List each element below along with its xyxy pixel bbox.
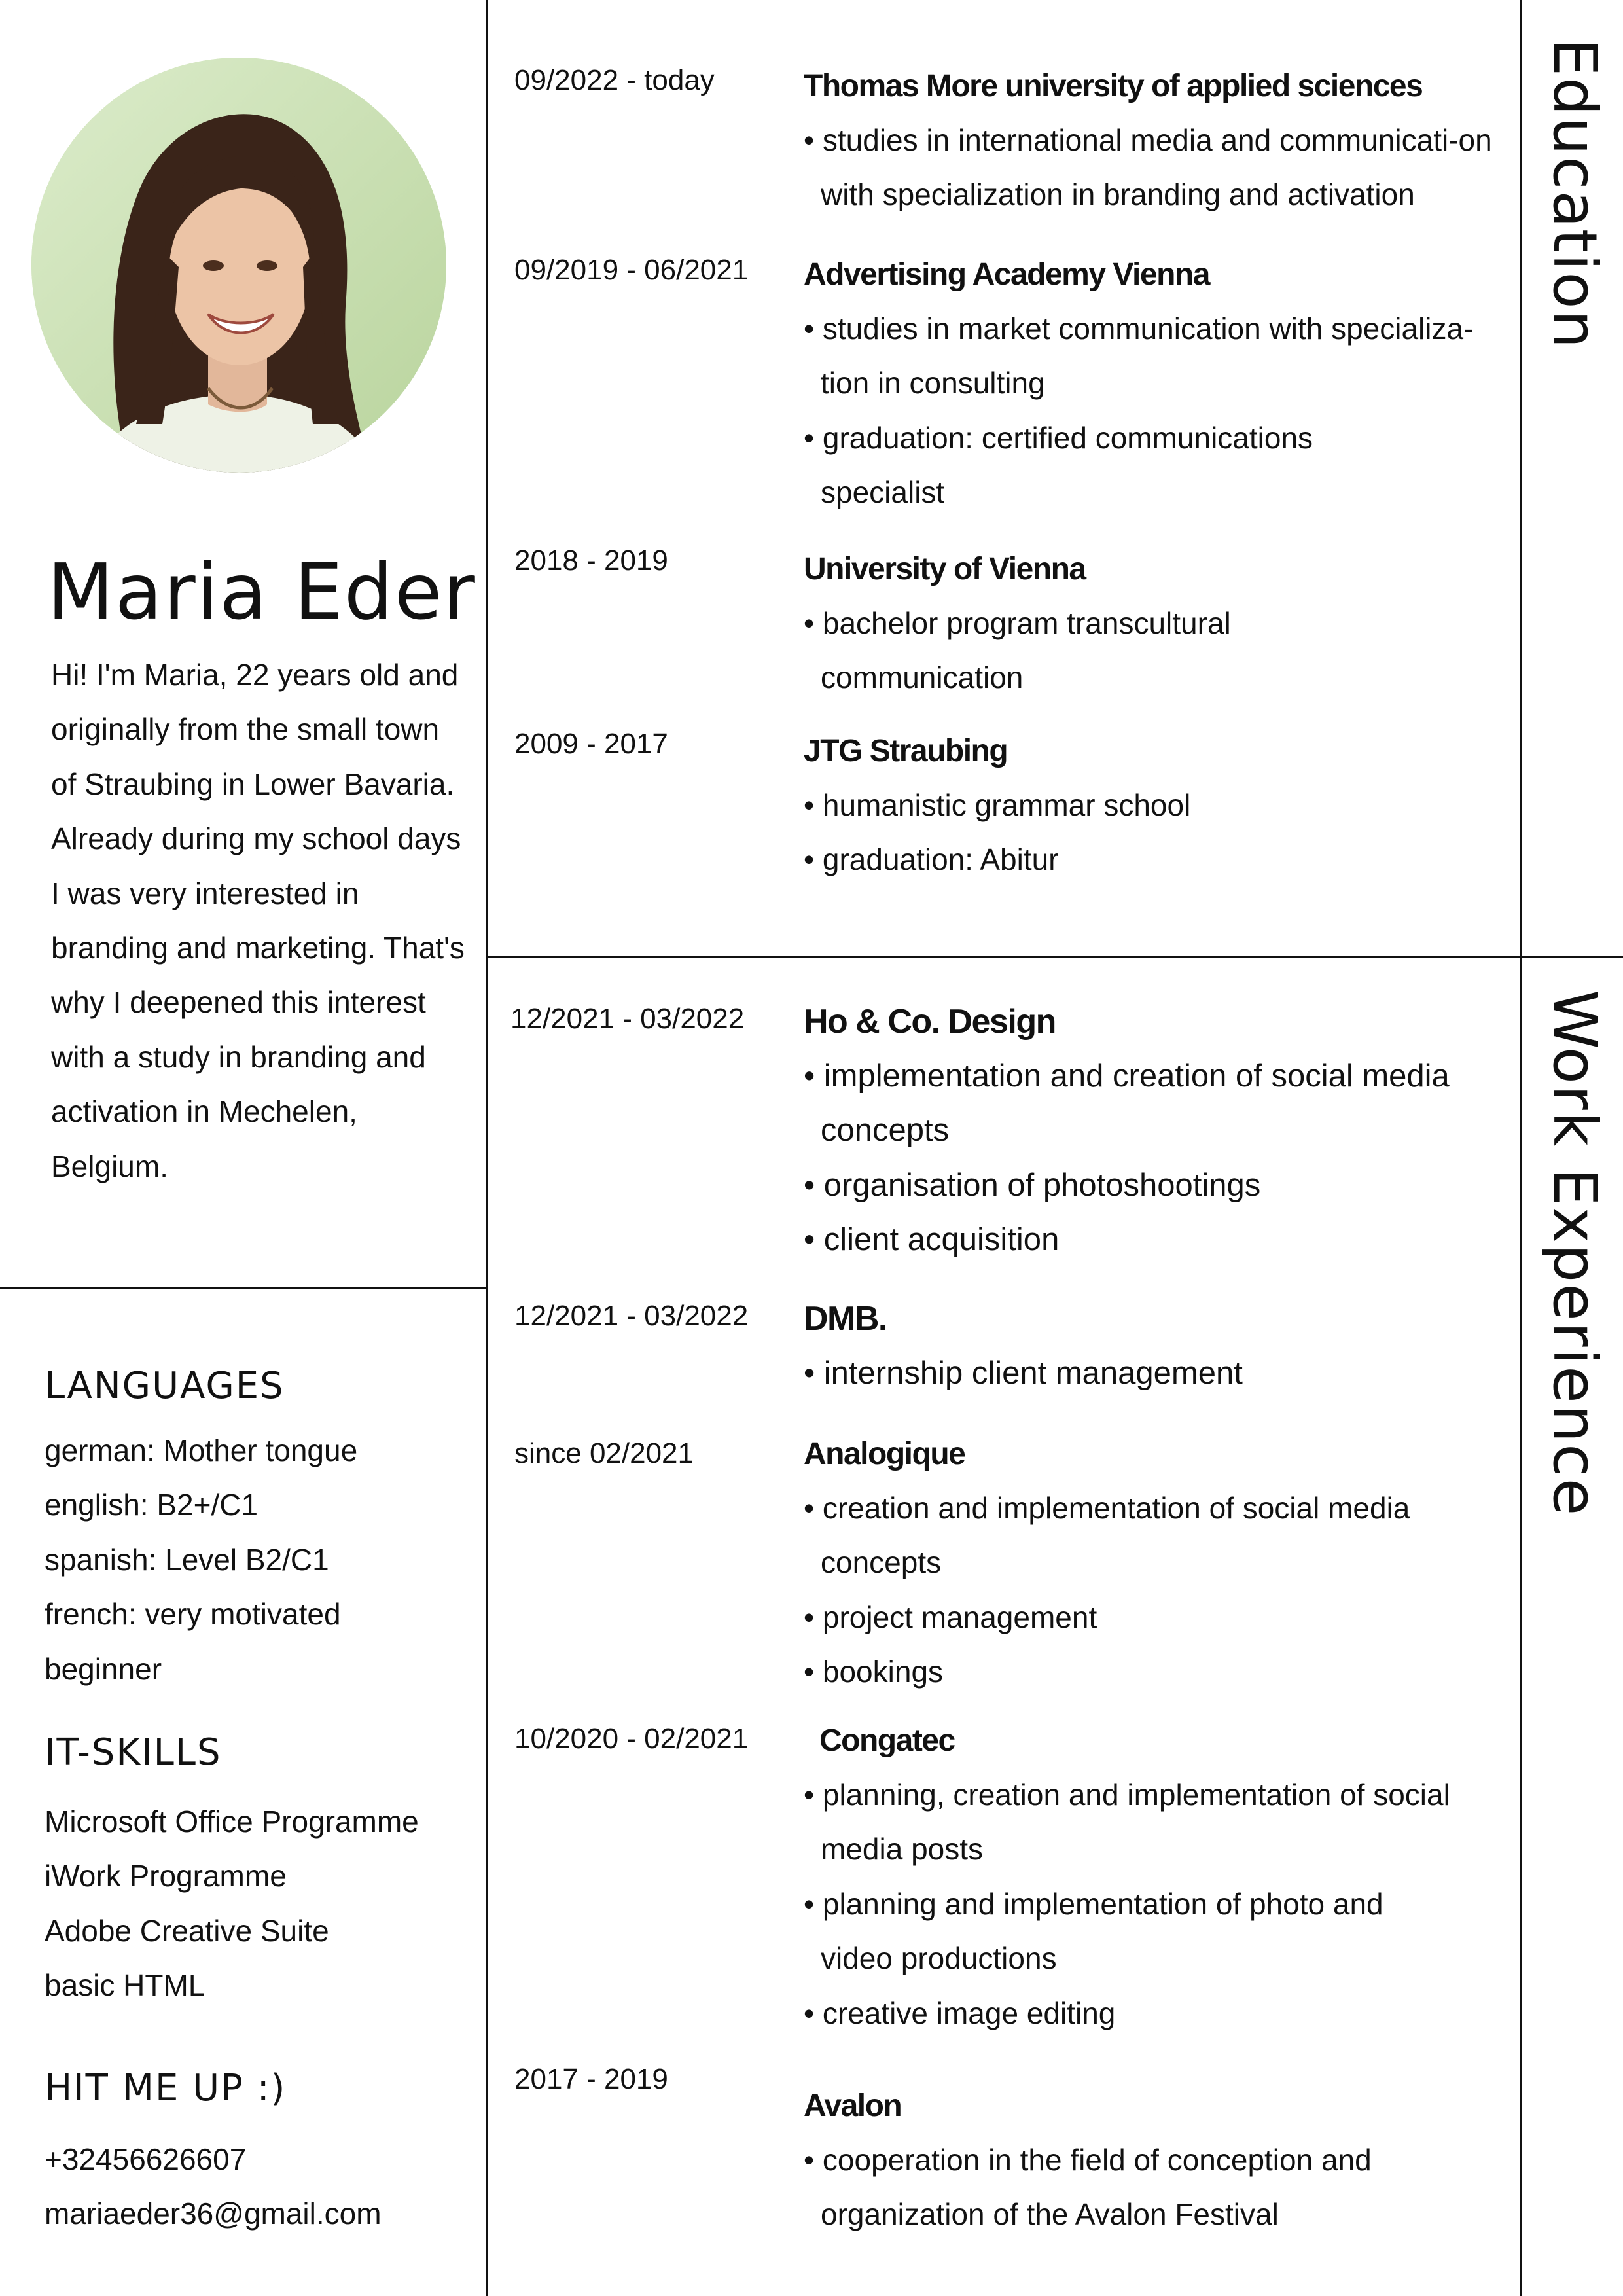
languages-list	[45, 1424, 476, 1696]
work-date: 12/2021 - 03/2022	[510, 1003, 745, 1035]
work-bullet: • creation and implementation of social media concepts	[804, 1481, 1475, 1590]
skill-item: Microsoft Office Programme	[45, 1804, 419, 1839]
education-date: 2009 - 2017	[514, 728, 668, 760]
education-date: 09/2022 - today	[514, 64, 715, 96]
work-entry	[804, 1427, 1504, 1700]
education-heading: Education	[1540, 38, 1610, 350]
work-company: Avalon	[804, 2089, 902, 2123]
education-bullet: • graduation: certified communications specialist	[804, 411, 1357, 520]
education-entry	[804, 247, 1504, 520]
work-bullet: • creative image editing	[804, 1986, 1507, 2041]
work-bullet: • client acquisition	[804, 1213, 1504, 1267]
contact-list	[45, 2132, 476, 2242]
work-entry	[804, 1292, 1504, 1401]
work-date: since 02/2021	[514, 1437, 694, 1469]
language-item: spanish: Level B2/C1	[45, 1542, 329, 1577]
contact-heading: HIT ME UP :)	[45, 2067, 287, 2109]
languages-heading: LANGUAGES	[45, 1365, 285, 1407]
work-bullet: • planning and implementation of photo and video productions	[804, 1877, 1449, 1986]
work-date: 2017 - 2019	[514, 2063, 668, 2095]
phone-number[interactable]: +32456626607	[45, 2142, 247, 2176]
language-item: english: B2+/C1	[45, 1488, 259, 1522]
work-entry	[804, 995, 1504, 1268]
work-bullet: • organisation of photoshootings	[804, 1158, 1504, 1213]
work-bullet: • internship client management	[804, 1346, 1504, 1401]
education-institution: Advertising Academy Vienna	[804, 257, 1209, 292]
skill-item: iWork Programme	[45, 1859, 287, 1893]
it-skills-heading: IT-SKILLS	[45, 1731, 222, 1774]
education-entry	[804, 59, 1504, 223]
education-entry	[804, 542, 1504, 706]
education-entry	[804, 724, 1504, 888]
portrait-illustration	[31, 58, 446, 473]
language-item: french: very motivated beginner	[45, 1597, 341, 1686]
work-company: DMB.	[804, 1300, 887, 1338]
work-experience-heading: Work Experience	[1540, 990, 1610, 1517]
work-company: Congatec	[819, 1723, 955, 1758]
education-date: 09/2019 - 06/2021	[514, 254, 749, 286]
education-institution: Thomas More university of applied sciences	[804, 69, 1423, 103]
education-date: 2018 - 2019	[514, 545, 668, 577]
intro-text: Hi! I'm Maria, 22 years old and originally from the small town of Straubing in Lower Bavaria. Already during my school days I was very interested in branding and marketing. That's why I deepened this interest with a study in branding and activation in Mechelen, Belgium.	[51, 658, 465, 1183]
work-entry	[819, 1713, 1507, 2041]
person-name: Maria Eder	[47, 547, 476, 637]
left-section-divider	[0, 1287, 487, 1289]
email-link[interactable]: mariaeder36@gmail.com	[45, 2197, 382, 2231]
profile-photo	[31, 58, 446, 473]
work-bullet: • bookings	[804, 1645, 1504, 1699]
education-bullet: • graduation: Abitur	[804, 833, 1504, 887]
work-entry	[804, 2079, 1504, 2242]
education-bullet: • studies in international media and communicati-on with specialization in branding and activation	[804, 113, 1504, 223]
work-date: 10/2020 - 02/2021	[514, 1723, 749, 1755]
work-company: Ho & Co. Design	[804, 1003, 1056, 1041]
skill-item: Adobe Creative Suite	[45, 1913, 329, 1948]
language-item: german: Mother tongue	[45, 1433, 358, 1467]
education-institution: University of Vienna	[804, 552, 1086, 586]
it-skills-list	[45, 1795, 476, 2013]
education-bullet: • humanistic grammar school	[804, 778, 1504, 833]
work-company: Analogique	[804, 1437, 965, 1471]
education-bullet: • studies in market communication with specializa-tion in consulting	[804, 302, 1504, 411]
education-institution: JTG Straubing	[804, 734, 1008, 768]
work-bullet: • planning, creation and implementation of social media posts	[804, 1768, 1501, 1877]
work-date: 12/2021 - 03/2022	[514, 1300, 749, 1332]
education-work-divider	[487, 956, 1623, 958]
work-bullet: • implementation and creation of social media concepts	[804, 1049, 1514, 1158]
left-column-divider	[486, 0, 488, 2296]
work-bullet: • project management	[804, 1590, 1504, 1645]
education-bullet: • bachelor program transcultural communication	[804, 596, 1292, 706]
right-column-divider	[1520, 0, 1522, 2296]
skill-item: basic HTML	[45, 1968, 205, 2003]
work-bullet: • cooperation in the field of conception and organization of the Avalon Festival	[804, 2133, 1482, 2242]
